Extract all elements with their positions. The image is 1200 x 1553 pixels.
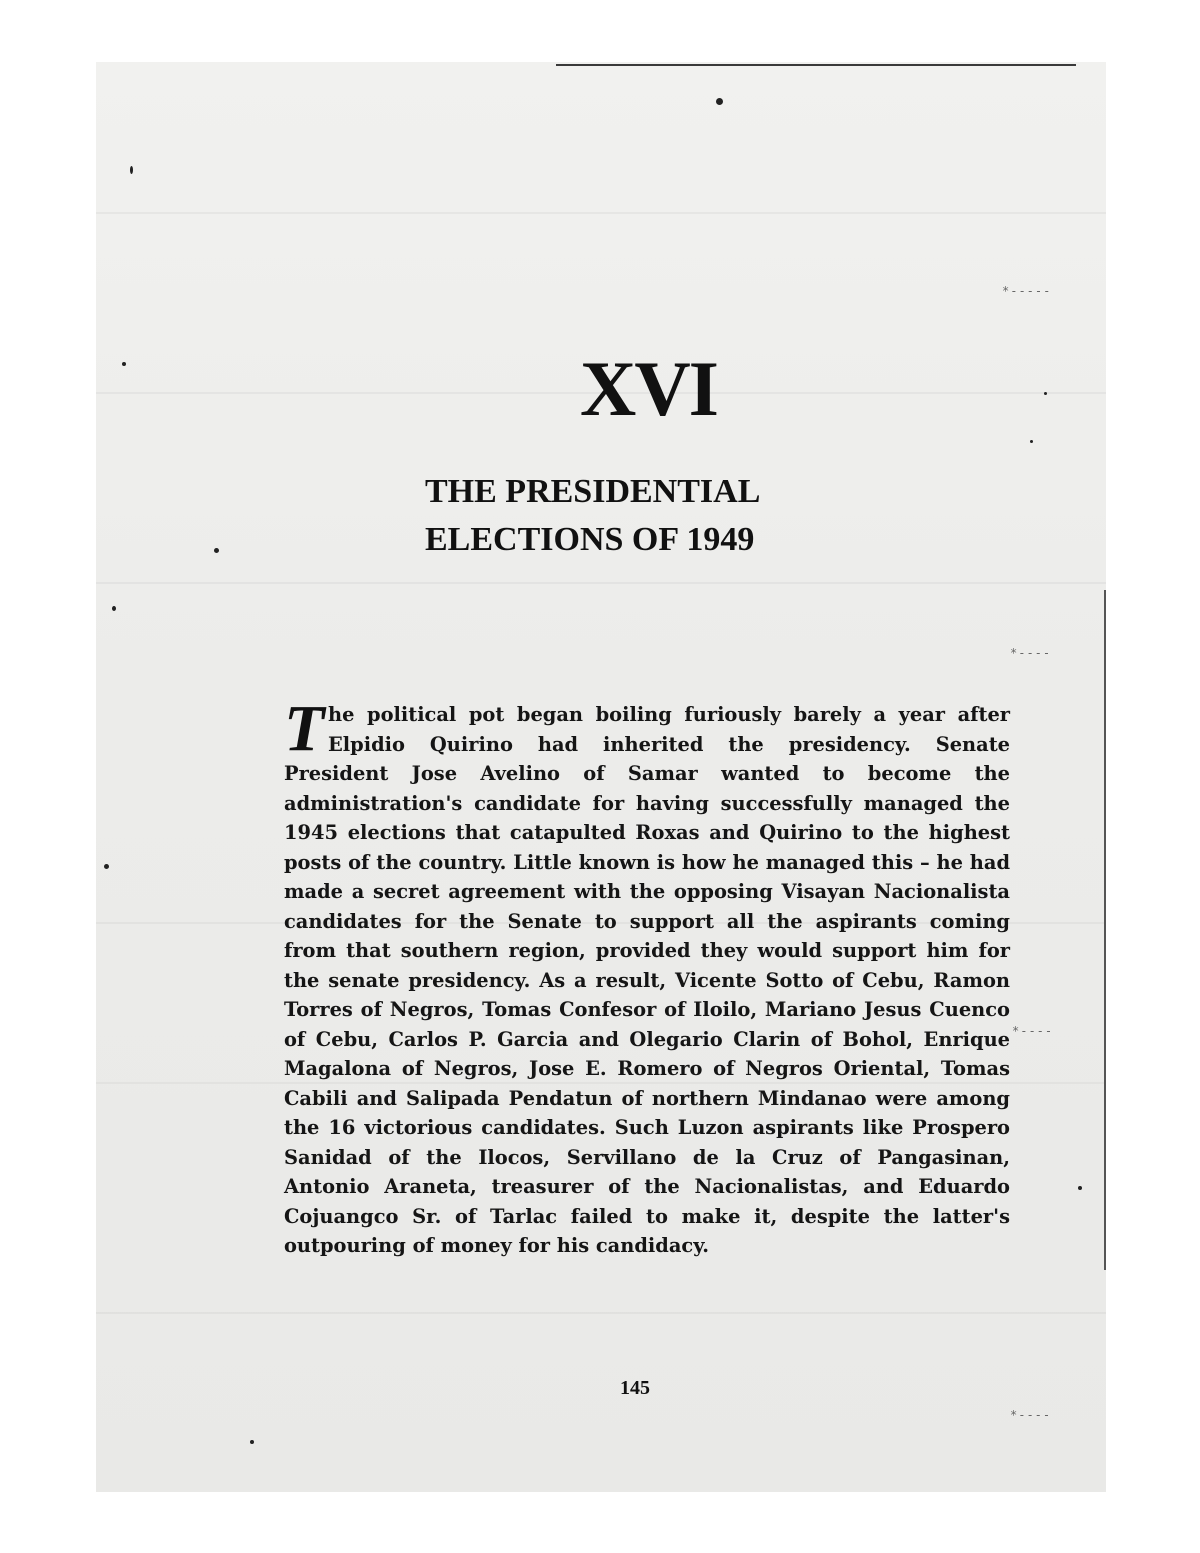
page-edge-line bbox=[1104, 590, 1106, 1270]
ink-speck bbox=[130, 166, 133, 174]
ink-speck bbox=[1044, 392, 1047, 395]
ink-speck bbox=[112, 606, 116, 611]
chapter-title-line-2: ELECTIONS OF 1949 bbox=[425, 521, 755, 558]
ink-speck bbox=[214, 548, 219, 553]
ink-speck bbox=[1030, 440, 1033, 443]
scan-mark: *---- bbox=[1010, 1408, 1052, 1422]
ink-speck bbox=[1078, 1186, 1082, 1190]
ink-speck bbox=[250, 1440, 254, 1444]
chapter-body bbox=[284, 692, 1010, 1261]
bleed-through-line bbox=[96, 212, 1106, 214]
drop-cap: T bbox=[284, 692, 325, 765]
page-number: 145 bbox=[620, 1377, 650, 1399]
chapter-number: XVI bbox=[580, 345, 718, 432]
bleed-through-line bbox=[96, 582, 1106, 584]
bleed-through-line bbox=[96, 1312, 1106, 1314]
scan-mark: *---- bbox=[1010, 646, 1052, 660]
top-rule bbox=[556, 64, 1076, 66]
chapter-title-line-1: THE PRESIDENTIAL bbox=[425, 473, 761, 510]
scan-mark: *----- bbox=[1002, 284, 1052, 298]
chapter-title bbox=[425, 468, 895, 564]
ink-speck bbox=[716, 98, 723, 105]
ink-speck bbox=[104, 864, 109, 869]
scan-mark: *---- bbox=[1012, 1024, 1054, 1038]
body-paragraph: he political pot began boiling furiously barely a year after Elpidio Quirino had inherited the presidency. Senate President Jose Avelino of Samar wanted to become the administration's candidate for having successfully managed the 1945 elections that catapulted Roxas and Quirino to the highest posts of the country. Little known is how he managed this – he had made a secret agreement with the opposing Visayan Nacionalista candidates for the Senate to support all the aspirants coming from that southern region, provided they would support him for the senate presidency. As a result, Vicente Sotto of Cebu, Ramon Torres of Negros, Tomas Confesor of Iloilo, Mariano Jesus Cuenco of Cebu, Carlos P. Garcia and Olegario Clarin of Bohol, Enrique Magalona of Negros, Jose E. Romero of Negros Oriental, Tomas Cabili and Salipada Pendatun of northern Mindanao were among the 16 victorious candidates. Such Luzon aspirants like Prospero Sanidad of the Ilocos, Servillano de la Cruz of Pangasinan, Antonio Araneta, treasurer of the Nacionalistas, and Eduardo Cojuangco Sr. of Tarlac failed to make it, despite the latter's outpouring of money for his candidacy. bbox=[284, 703, 1010, 1257]
ink-speck bbox=[122, 362, 126, 366]
